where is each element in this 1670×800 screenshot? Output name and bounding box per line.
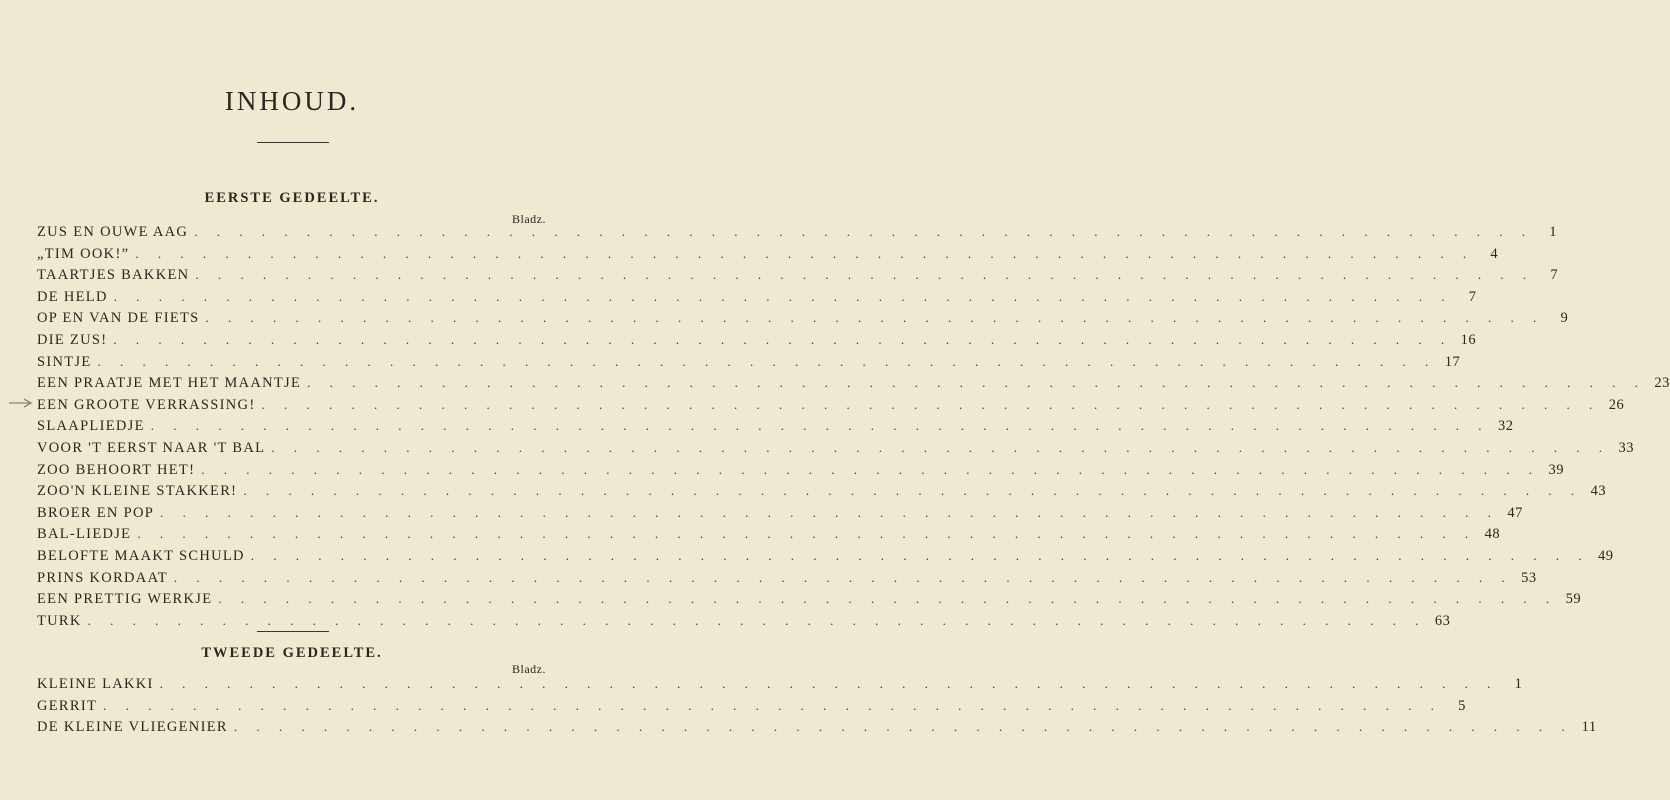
toc-entry (37, 719, 1597, 741)
toc-entry-title: TAARTJES BAKKEN (37, 267, 190, 284)
toc-entry-page: 7 (1468, 288, 1477, 305)
dot-leader: . . . . . . . . . . . . . . . . . . . . . . . . . . . . . . . . . . . . . . . . . . . . . . . . . . . . . . . . . . . . (137, 526, 1477, 542)
toc-entry-page: 48 (1484, 526, 1501, 543)
toc-entry-title: TURK (37, 612, 82, 629)
toc-entry-title: PRINS KORDAAT (37, 569, 168, 586)
toc-entry (37, 504, 1523, 527)
page-column-label-part2: Bladz. (512, 662, 546, 676)
toc-entry-title: DIE ZUS! (37, 331, 108, 348)
toc-entry-page: 59 (1565, 591, 1582, 608)
toc-entry (37, 224, 1557, 246)
dot-leader: . . . . . . . . . . . . . . . . . . . . . . . . . . . . . . . . . . . . . . . . . . . . . . . . . . . . . . . . . . . . (173, 569, 1513, 585)
toc-entry-page: 63 (1434, 612, 1451, 629)
toc-entry (37, 267, 1559, 289)
toc-entry-title: VOOR 'T EERST NAAR 'T BAL (37, 439, 266, 456)
dot-leader: . . . . . . . . . . . . . . . . . . . . . . . . . . . . . . . . . . . . . . . . . . . . . . . . . . . . . . . . . . . . (271, 439, 1611, 455)
toc-entry-title: EEN GROOTE VERRASSING! (37, 396, 256, 413)
toc-entry-page: 5 (1458, 697, 1466, 714)
toc-entry-page: 4 (1490, 245, 1499, 262)
toc-entry-page: 7 (1550, 267, 1559, 284)
dot-leader: . . . . . . . . . . . . . . . . . . . . . . . . . . . . . . . . . . . . . . . . . . . . . . . . . . . . . . . . . . . . (159, 676, 1499, 691)
title-divider (257, 142, 329, 143)
toc-entry (37, 526, 1501, 548)
toc-entry-page: 26 (1608, 396, 1625, 413)
toc-entry (37, 375, 1670, 397)
toc-entry-page: 1 (1514, 676, 1523, 692)
dot-leader: . . . . . . . . . . . . . . . . . . . . . . . . . . . . . . . . . . . . . . . . . . . . . . . . . . . . . . . . . . . . (243, 483, 1583, 499)
toc-entry-title: „TIM OOK!” (37, 245, 130, 262)
toc-entry-title: GERRIT (37, 697, 98, 714)
toc-entry (37, 547, 1614, 570)
toc-entry-title: DE KLEINE VLIEGENIER (37, 719, 228, 736)
toc-entry-title: SLAAPLIEDJE (37, 418, 145, 435)
toc-part2 (37, 676, 1597, 741)
toc-entry (37, 591, 1582, 613)
toc-entry (37, 461, 1564, 484)
toc-entry-title: DE HELD (37, 288, 108, 305)
section-heading-part1: EERSTE GEDEELTE. (204, 190, 380, 206)
toc-entry-page: 33 (1618, 439, 1635, 456)
toc-entry-page: 1 (1549, 224, 1557, 240)
toc-entry-title: ZOO BEHOORT HET! (37, 461, 196, 478)
dot-leader: . . . . . . . . . . . . . . . . . . . . . . . . . . . . . . . . . . . . . . . . . . . . . . . . . . . . . . . . . . . . (103, 697, 1442, 713)
dot-leader: . . . . . . . . . . . . . . . . . . . . . . . . . . . . . . . . . . . . . . . . . . . . . . . . . . . . . . . . . . . . (160, 504, 1499, 520)
section-divider (257, 631, 329, 632)
dot-leader: . . . . . . . . . . . . . . . . . . . . . . . . . . . . . . . . . . . . . . . . . . . . . . . . . . . . . . . . . . . . (218, 591, 1558, 607)
toc-entry-page: 9 (1560, 310, 1569, 327)
toc-entry-page: 43 (1590, 483, 1607, 500)
dot-leader: . . . . . . . . . . . . . . . . . . . . . . . . . . . . . . . . . . . . . . . . . . . . . . . . . . . . . . . . . . . . (307, 375, 1646, 391)
toc-entry (37, 676, 1523, 698)
toc-entry (37, 288, 1477, 311)
toc-entry-page: 16 (1460, 331, 1477, 348)
toc-entry-title: SINTJE (37, 353, 92, 370)
dot-leader: . . . . . . . . . . . . . . . . . . . . . . . . . . . . . . . . . . . . . . . . . . . . . . . . . . . . . . . . . . . . (97, 353, 1437, 369)
toc-entry-page: 11 (1581, 719, 1597, 736)
toc-entry (37, 310, 1569, 332)
toc-part1 (37, 224, 1670, 634)
dot-leader: . . . . . . . . . . . . . . . . . . . . . . . . . . . . . . . . . . . . . . . . . . . . . . . . . . . . . . . . . . . . (87, 612, 1427, 628)
dot-leader: . . . . . . . . . . . . . . . . . . . . . . . . . . . . . . . . . . . . . . . . . . . . . . . . . . . . . . . . . . . . (233, 719, 1573, 735)
toc-entry-page: 49 (1598, 547, 1614, 564)
toc-entry-page: 32 (1498, 418, 1514, 435)
toc-entry-title: EEN PRETTIG WERKJE (37, 591, 213, 608)
toc-entry (37, 569, 1537, 592)
toc-entry-title: ZOO'N KLEINE STAKKER! (37, 483, 238, 500)
dot-leader: . . . . . . . . . . . . . . . . . . . . . . . . . . . . . . . . . . . . . . . . . . . . . . . . . . . . . . . . . . . . (205, 310, 1545, 326)
section-heading-part2: TWEEDE GEDEELTE. (201, 645, 383, 661)
toc-entry-title: BAL-LIEDJE (37, 526, 132, 543)
page-column-label-part1: Bladz. (512, 212, 546, 226)
dot-leader: . . . . . . . . . . . . . . . . . . . . . . . . . . . . . . . . . . . . . . . . . . . . . . . . . . . . . . . . . . . . (113, 331, 1453, 347)
toc-entry-title: OP EN VAN DE FIETS (37, 310, 200, 327)
pencil-arrow-mark (8, 397, 34, 409)
dot-leader: . . . . . . . . . . . . . . . . . . . . . . . . . . . . . . . . . . . . . . . . . . . . . . . . . . . . . . . . . . . . (195, 267, 1535, 283)
dot-leader: . . . . . . . . . . . . . . . . . . . . . . . . . . . . . . . . . . . . . . . . . . . . . . . . . . . . . . . . . . . . (194, 224, 1533, 239)
toc-entry-title: EEN PRAATJE MET HET MAANTJE (37, 375, 302, 392)
toc-entry (37, 439, 1635, 462)
toc-entry (37, 418, 1514, 440)
toc-entry-page: 39 (1548, 461, 1564, 478)
toc-entry (37, 396, 1625, 419)
toc-entry-page: 23 (1654, 375, 1670, 392)
dot-leader: . . . . . . . . . . . . . . . . . . . . . . . . . . . . . . . . . . . . . . . . . . . . . . . . . . . . . . . . . . . . (135, 245, 1475, 261)
page-title: INHOUD. (224, 86, 360, 116)
toc-entry-title: ZUS EN OUWE AAG (37, 224, 189, 240)
toc-entry-title: BROER EN POP (37, 504, 155, 521)
toc-entry-title: BELOFTE MAAKT SCHULD (37, 547, 245, 564)
toc-entry-page: 17 (1444, 353, 1461, 370)
toc-entry (37, 245, 1499, 268)
toc-entry (37, 483, 1607, 505)
toc-entry (37, 697, 1466, 720)
dot-leader: . . . . . . . . . . . . . . . . . . . . . . . . . . . . . . . . . . . . . . . . . . . . . . . . . . . . . . . . . . . . (150, 418, 1490, 434)
toc-entry-page: 53 (1521, 569, 1537, 586)
dot-leader: . . . . . . . . . . . . . . . . . . . . . . . . . . . . . . . . . . . . . . . . . . . . . . . . . . . . . . . . . . . . (250, 547, 1590, 563)
toc-entry (37, 331, 1477, 354)
toc-entry-title: KLEINE LAKKI (37, 676, 154, 692)
toc-entry (37, 353, 1461, 376)
dot-leader: . . . . . . . . . . . . . . . . . . . . . . . . . . . . . . . . . . . . . . . . . . . . . . . . . . . . . . . . . . . . (261, 396, 1601, 412)
toc-entry-page: 47 (1507, 504, 1523, 521)
dot-leader: . . . . . . . . . . . . . . . . . . . . . . . . . . . . . . . . . . . . . . . . . . . . . . . . . . . . . . . . . . . . (201, 461, 1540, 477)
dot-leader: . . . . . . . . . . . . . . . . . . . . . . . . . . . . . . . . . . . . . . . . . . . . . . . . . . . . . . . . . . . . (113, 288, 1453, 304)
